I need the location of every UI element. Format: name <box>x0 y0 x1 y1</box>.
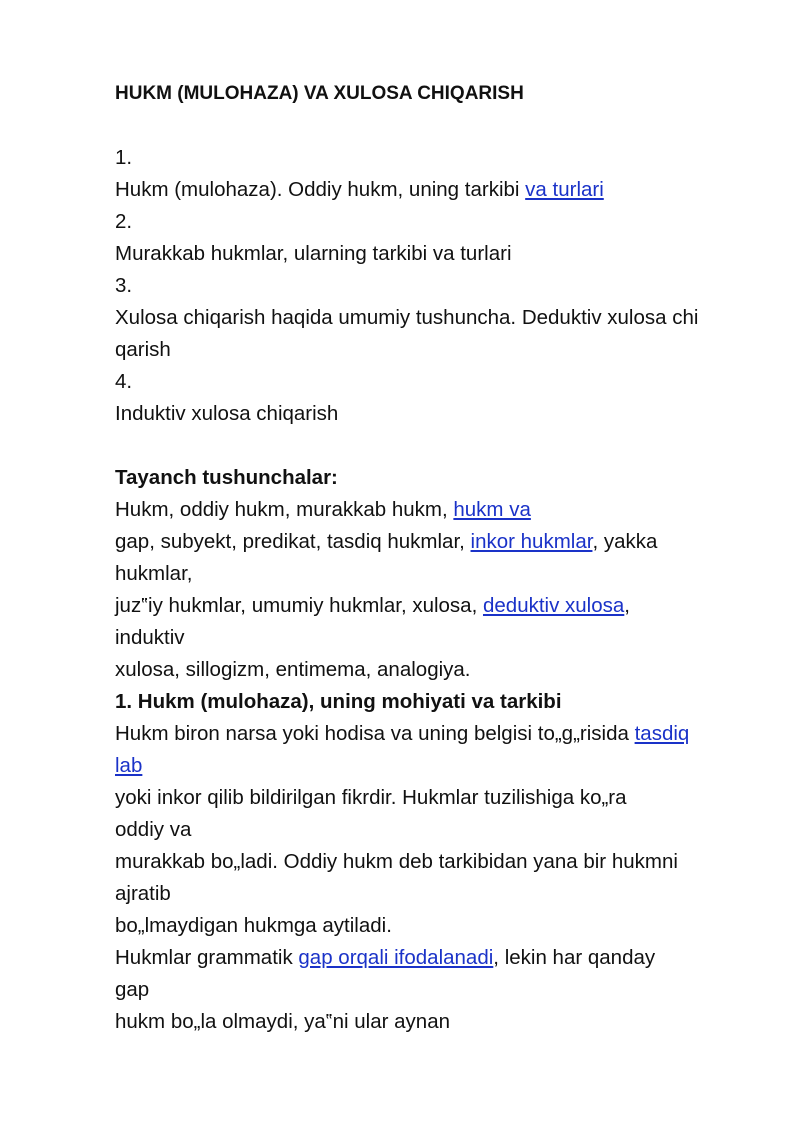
section-1-line-1-text: Hukm biron narsa yoki hodisa va uning belgisi to„g„risida <box>115 722 635 745</box>
section-1-line-8-tail: , lekin har qanday <box>493 946 656 969</box>
outline-item-1 <box>115 174 755 206</box>
concepts-line-5: induktiv <box>115 626 185 649</box>
document-page <box>115 78 755 1038</box>
section-1-line-6: ajratib <box>115 882 171 905</box>
link-lab[interactable]: lab <box>115 754 143 777</box>
section-1-line-5: murakkab bo„ladi. Oddiy hukm deb tarkibidan yana bir hukmni <box>115 850 678 873</box>
concepts-line-3: hukmlar, <box>115 562 193 585</box>
outline-item-4: Induktiv xulosa chiqarish <box>115 402 339 425</box>
section-1-heading: 1. Hukm (mulohaza), uning mohiyati va tarkibi <box>115 690 562 713</box>
spacer <box>115 430 755 462</box>
concepts-heading: Tayanch tushunchalar: <box>115 466 338 489</box>
concepts-line-2 <box>115 526 755 558</box>
outline-number-1: 1. <box>115 146 133 169</box>
concepts-line-4 <box>115 590 755 622</box>
section-1-line-9: gap <box>115 978 150 1001</box>
outline-item-2: Murakkab hukmlar, ularning tarkibi va turlari <box>115 242 512 265</box>
concepts-line-4-tail: , <box>624 594 630 617</box>
outline-number-3: 3. <box>115 274 133 297</box>
concepts-line-6: xulosa, sillogizm, entimema, analogiya. <box>115 658 471 681</box>
outline-item-3-line-2: qarish <box>115 338 171 361</box>
concepts-line-1 <box>115 494 755 526</box>
concepts-line-4-text: juz‟iy hukmlar, umumiy hukmlar, xulosa, <box>115 594 483 617</box>
outline-item-3-line-1: Xulosa chiqarish haqida umumiy tushuncha. Deduktiv xulosa chi <box>115 306 699 329</box>
section-1-line-2 <box>115 750 755 782</box>
outline-number-4: 4. <box>115 370 133 393</box>
section-1-line-8-text: Hukmlar grammatik <box>115 946 299 969</box>
link-inkor-hukmlar[interactable]: inkor hukmlar <box>470 530 593 553</box>
concepts-line-2-tail: , yakka <box>592 530 658 553</box>
document-title: HUKM (MULOHAZA) VA XULOSA CHIQARISH <box>115 83 524 104</box>
link-hukm-va[interactable]: hukm va <box>453 498 531 521</box>
section-1-line-3: yoki inkor qilib bildirilgan fikrdir. Hukmlar tuzilishiga ko„ra <box>115 786 627 809</box>
link-tasdiq[interactable]: tasdiq <box>634 722 690 745</box>
link-deduktiv-xulosa[interactable]: deduktiv xulosa <box>482 594 625 617</box>
link-va-turlari[interactable]: va turlari <box>525 178 604 201</box>
outline-number-2: 2. <box>115 210 133 233</box>
section-1-line-1 <box>115 718 755 750</box>
section-1-line-7: bo„lmaydigan hukmga aytiladi. <box>115 914 392 937</box>
concepts-line-2-text: gap, subyekt, predikat, tasdiq hukmlar, <box>115 530 471 553</box>
concepts-line-1-text: Hukm, oddiy hukm, murakkab hukm, <box>115 498 454 521</box>
section-1-line-10: hukm bo„la olmaydi, ya‟ni ular aynan <box>115 1010 450 1033</box>
outline-item-1-text: Hukm (mulohaza). Oddiy hukm, uning tarkibi <box>115 178 526 201</box>
section-1-line-8 <box>115 942 755 974</box>
link-gap-orqali-ifodalanadi[interactable]: gap orqali ifodalanadi <box>298 946 494 969</box>
section-1-line-4: oddiy va <box>115 818 192 841</box>
